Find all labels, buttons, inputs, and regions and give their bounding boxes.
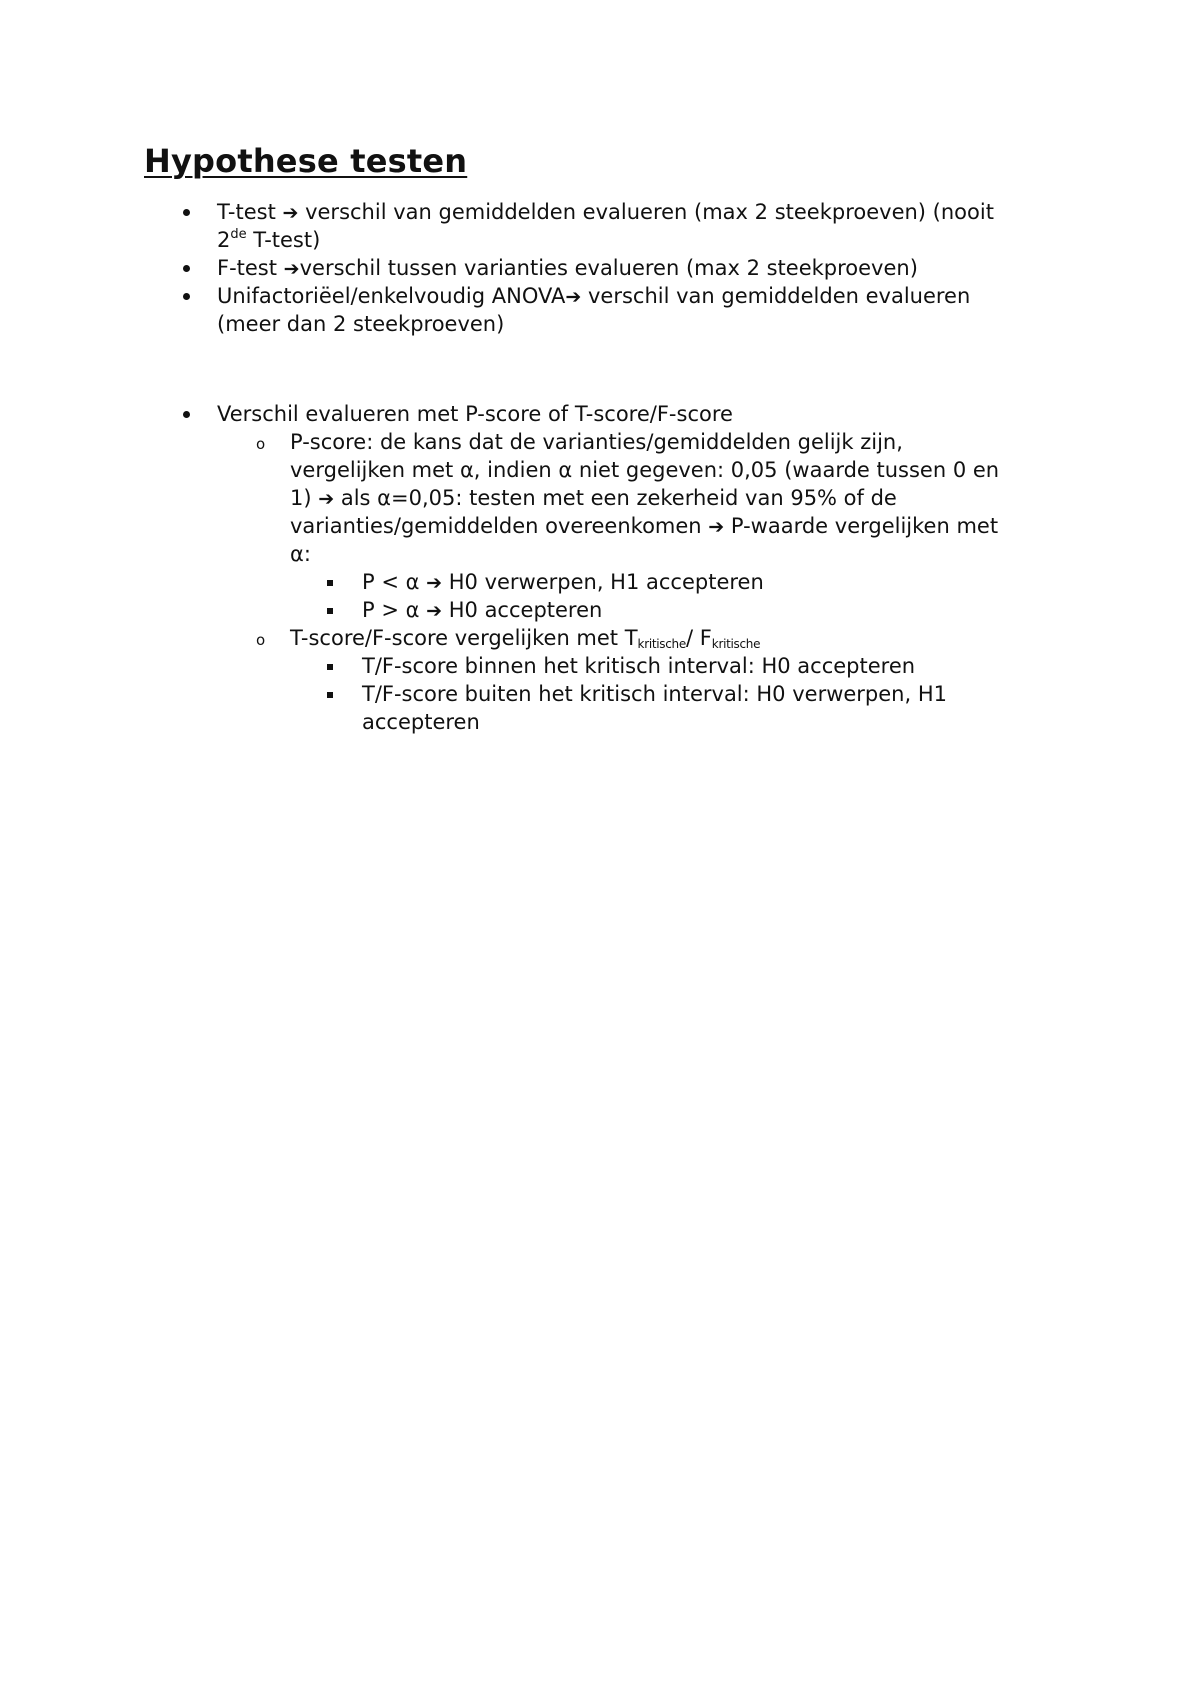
arrow-right-icon: ➔ <box>282 202 299 224</box>
arrow-right-icon: ➔ <box>426 572 443 594</box>
sub-list-item-continuation: α: <box>290 542 311 566</box>
bullet-dot-icon <box>183 293 190 300</box>
list-item: F-test ➔verschil tussen varianties evalueren (max 2 steekproeven) <box>217 256 918 280</box>
document-title: Hypothese testen <box>144 142 468 180</box>
sub-sub-list-item: P > α ➔ H0 accepteren <box>362 598 603 622</box>
bullet-dot-icon <box>183 411 190 418</box>
list-item: T-test ➔ verschil van gemiddelden evalueren (max 2 steekproeven) (nooit <box>217 200 994 224</box>
bullet-dot-icon <box>183 209 190 216</box>
bullet-square-icon <box>327 608 333 614</box>
bullet-square-icon <box>327 664 333 670</box>
bullet-square-icon <box>327 580 333 586</box>
bullet-circle-icon: o <box>256 631 266 649</box>
list-item: Unifactoriëel/enkelvoudig ANOVA➔ verschil van gemiddelden evalueren <box>217 284 971 308</box>
sub-list-item-continuation: 1) ➔ als α=0,05: testen met een zekerheid van 95% of de <box>290 486 897 510</box>
sub-sub-list-item: P < α ➔ H0 verwerpen, H1 accepteren <box>362 570 764 594</box>
bullet-dot-icon <box>183 265 190 272</box>
arrow-right-icon: ➔ <box>708 516 725 538</box>
sub-list-item-continuation: vergelijken met α, indien α niet gegeven: 0,05 (waarde tussen 0 en <box>290 458 1000 482</box>
arrow-right-icon: ➔ <box>565 286 582 308</box>
arrow-right-icon: ➔ <box>318 488 335 510</box>
arrow-right-icon: ➔ <box>283 258 300 280</box>
list-item-continuation: (meer dan 2 steekproeven) <box>217 312 505 336</box>
sub-list-item-continuation: varianties/gemiddelden overeenkomen ➔ P-waarde vergelijken met <box>290 514 999 538</box>
sub-list-item: P-score: de kans dat de varianties/gemiddelden gelijk zijn, <box>290 430 903 454</box>
bullet-circle-icon: o <box>256 435 266 453</box>
sub-sub-list-item: T/F-score binnen het kritisch interval: H0 accepteren <box>362 654 916 678</box>
sub-sub-list-item: T/F-score buiten het kritisch interval: H0 verwerpen, H1 <box>362 682 947 706</box>
list-item-continuation: 2de T-test) <box>217 227 321 252</box>
bullet-square-icon <box>327 692 333 698</box>
arrow-right-icon: ➔ <box>426 600 443 622</box>
list-item: Verschil evalueren met P-score of T-score/F-score <box>217 402 733 426</box>
sub-sub-list-item-continuation: accepteren <box>362 710 480 734</box>
sub-list-item: T-score/F-score vergelijken met $T_{kritische}/$ $F_{kritische}$ <box>290 626 761 651</box>
